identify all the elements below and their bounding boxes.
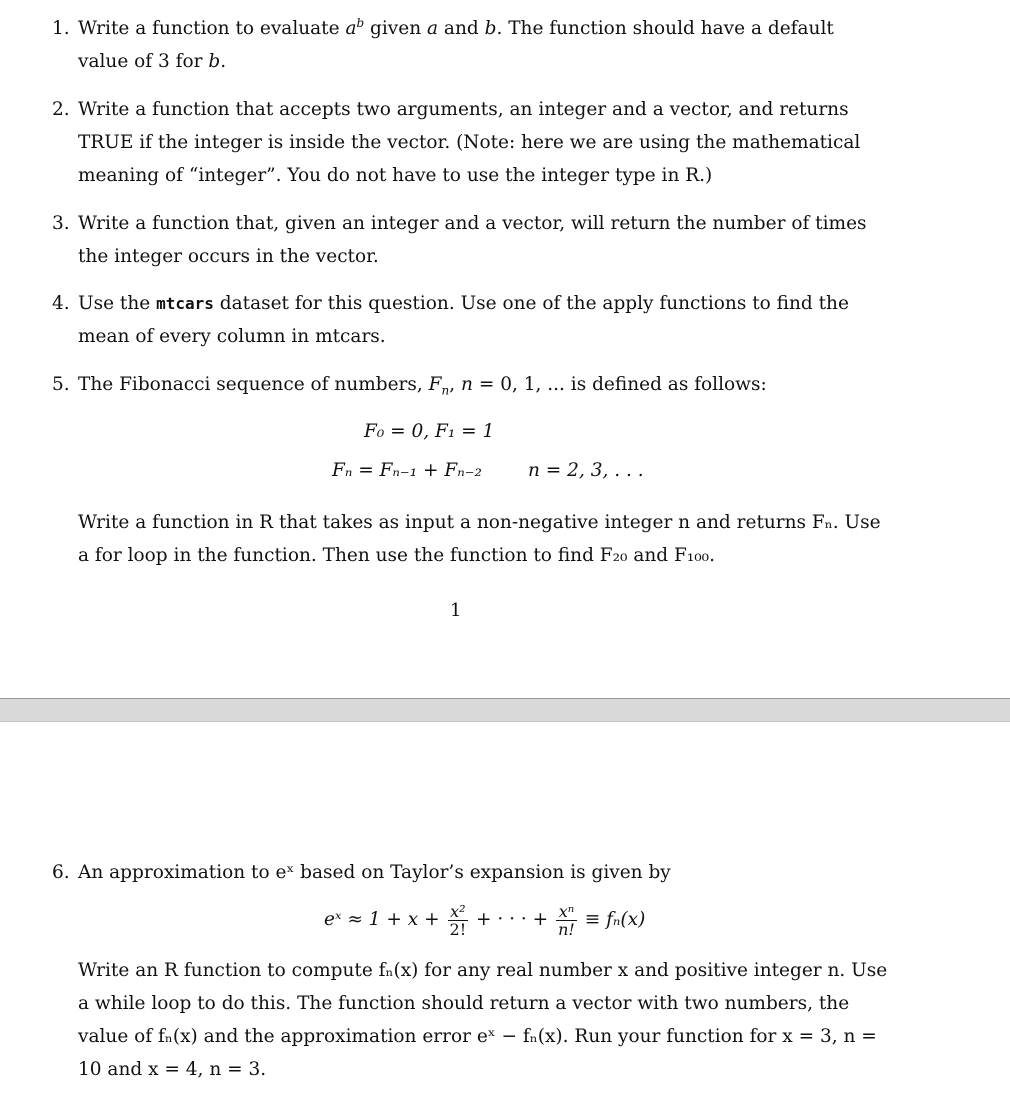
exercise-6 <box>52 856 888 889</box>
page-number: 1 <box>450 600 462 621</box>
fibonacci-base-equation: F₀ = 0, F₁ = 1 <box>364 421 495 442</box>
exercise-4 <box>52 287 888 353</box>
exercise-number: 6. <box>52 862 70 883</box>
exercise-number: 5. <box>52 374 70 395</box>
exercise-text-part: Use the <box>78 293 157 314</box>
exercise-text: Write an R function to compute fₙ(x) for any real number x and positive integer n. Use a while loop to do this. The function should return a vector with two numbers, the value of fₙ(x) and the approximation error eˣ − fₙ(x). Run your function for x = 3, n = 10 and x = 4, n = 3. <box>78 960 888 1080</box>
taylor-rhs: ≡ fₙ(x) <box>584 909 646 930</box>
exercise-number: 1. <box>52 18 70 39</box>
exercise-2 <box>52 93 888 192</box>
exercise-1 <box>52 12 888 78</box>
exercise-text: Write a function in R that takes as input a non-negative integer n and returns Fₙ. Use a for loop in the function. Then use the function to find F₂₀ and F₁₀₀. <box>78 512 881 566</box>
taylor-equation <box>324 900 645 940</box>
inline-code: mtcars <box>156 294 214 313</box>
fraction-x2 <box>448 903 469 938</box>
exercise-text-part: dataset for this question. Use one of the apply functions to find the mean of every column in mtcars. <box>78 293 849 347</box>
exercise-intro: An approximation to eˣ based on Taylor’s expansion is given by <box>78 862 671 883</box>
exercise-intro: The Fibonacci sequence of numbers, $F_n$, n = 0, 1, ... is defined as follows: <box>78 374 767 398</box>
fibonacci-recurrence: Fₙ = Fₙ₋₁ + Fₙ₋₂ <box>332 460 482 481</box>
exercise-3 <box>52 207 888 273</box>
exercise-text: Write a function that, given an integer and a vector, will return the number of times the integer occurs in the vector. <box>78 213 867 267</box>
taylor-mid: + · · · + <box>476 909 549 930</box>
fibonacci-range: n = 2, 3, . . . <box>528 460 644 481</box>
exercise-number: 2. <box>52 99 70 120</box>
exercise-5 <box>52 368 888 401</box>
fraction-numerator: x² <box>448 903 469 921</box>
exercise-5-body <box>52 506 888 572</box>
fraction-numerator: xⁿ <box>556 903 577 921</box>
fraction-xn <box>556 903 577 938</box>
exercise-text <box>78 287 888 353</box>
exercise-text: Write a function to evaluate $a^b$ given a and b. The function should have a default value of 3 for b. <box>78 15 834 72</box>
exercise-number: 3. <box>52 213 70 234</box>
exercise-number: 4. <box>52 293 70 314</box>
page-separator <box>0 698 1010 722</box>
fraction-denominator: 2! <box>449 919 467 939</box>
taylor-lhs: eˣ ≈ 1 + x + <box>324 909 440 930</box>
exercise-6-body <box>52 954 888 1086</box>
exercise-text: Write a function that accepts two arguments, an integer and a vector, and returns TRUE if the integer is inside the vector. (Note: here we are using the mathematical meaning of “integer”. You do not have to use the integer type in R.) <box>78 99 861 186</box>
fraction-denominator: n! <box>558 919 575 939</box>
document-page-2 <box>0 722 1010 1100</box>
